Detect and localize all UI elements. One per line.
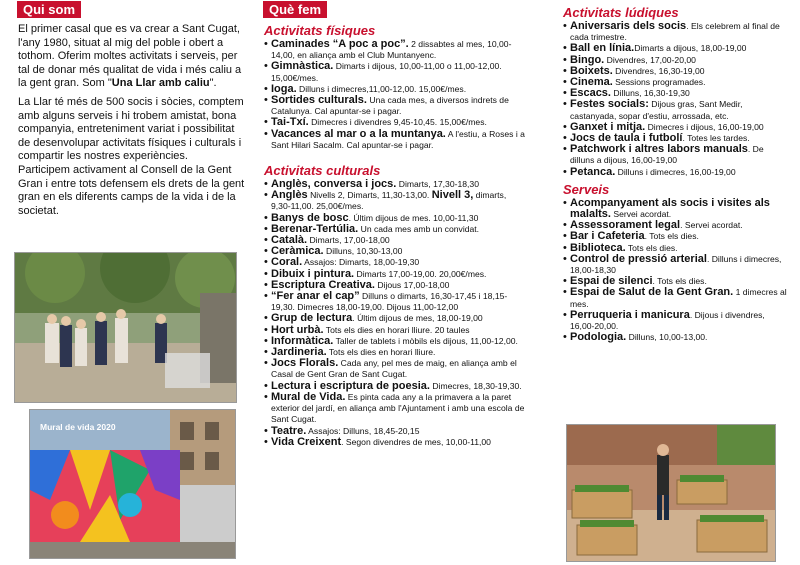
item-name: Ganxet i mitja. <box>570 120 646 133</box>
item-name: Aniversaris dels socis <box>570 20 687 32</box>
item-detail: Servei acordat. <box>610 209 672 220</box>
item-detail: Dimarts 17,00-19,00. 20,00€/mes. <box>354 268 487 279</box>
item-name: Ceràmica. <box>271 245 324 258</box>
item-detail: Dijous gras, Sant Medir, castanyada, sopar d'estiu, arrossada, etc. <box>570 99 743 121</box>
item-name: Cinema. <box>570 76 613 89</box>
item-name: Escacs. <box>570 87 611 100</box>
list-item <box>264 437 526 448</box>
item-name: Ioga. <box>271 82 297 95</box>
dancing-photo-image <box>15 253 236 402</box>
item-name: Sortides culturals. <box>271 94 367 107</box>
qui-som-column <box>18 0 246 218</box>
item-name: Vacances al mar o a la muntanya. <box>271 127 446 140</box>
list-item <box>563 167 788 178</box>
item-detail: Divendres, 17,00-20,00 <box>604 54 696 65</box>
item-name: Jardineria. <box>271 346 327 359</box>
members-paragraph: La Llar té més de 500 socis i sòcies, comptem amb alguns serveis i hi trobem amistat, bona companyia, entreteniment variat i possibilitat de desenvolupar activitats físiques i culturals i compartir les nostres experiències. <box>18 95 244 163</box>
item-name: Dibuix i pintura. <box>271 267 355 280</box>
item-detail: dimarts, 9,30-11,00. 25,00€/mes. <box>271 190 507 212</box>
item-detail: . Els celebrem al final de cada trimestre. <box>570 21 780 43</box>
item-detail: Dilluns i dimecres, 16,00-19,00 <box>615 166 736 177</box>
ludiques-list <box>563 21 788 178</box>
item-detail: 1 dimecres al mes. <box>570 287 787 309</box>
item-detail: . Últim dijous de mes, 18,00-19,00 <box>352 313 483 324</box>
item-name: Assessorament legal <box>570 219 681 232</box>
item-detail: . Servei acordat. <box>680 220 743 231</box>
item-name: Acompanyament als socis i visites als malalts. <box>570 196 770 221</box>
item-detail: Divendres, 16,30-19,00 <box>612 65 705 76</box>
council-paragraph: Participem activament al Consell de la Gent Gran i entre tots defensem els drets de la gent gran en els diferents camps de la vida i de la societat. <box>18 163 245 217</box>
list-item <box>264 246 526 257</box>
item-detail: Una cada mes, a diversos indrets de Catalunya. Cal apuntar-se i pagar. <box>271 95 509 117</box>
item-name: Ball en línia. <box>570 42 635 55</box>
item-detail: Dimarts, 17,00-18,00 <box>307 235 390 246</box>
item-name: Caminades “A poc a poc”. <box>271 38 409 50</box>
serveis-list <box>563 198 788 344</box>
item-name: Nivell 3, <box>431 189 474 202</box>
item-detail: Cada any, pel mes de maig, en aliança amb el Casal de Gent Gran de Sant Cugat. <box>271 358 517 380</box>
list-item <box>563 99 788 121</box>
item-name: Jocs Florals. <box>271 357 339 370</box>
item-detail: . De dilluns a dijous, 16,00-19,00 <box>570 144 764 166</box>
item-name: Grup de lectura <box>271 312 353 325</box>
item-name: Jocs de taula i futbolí <box>570 132 683 145</box>
item-name: Festes socials: <box>570 98 649 111</box>
list-item <box>264 392 526 426</box>
item-name: Control de pressió arterial <box>570 252 707 265</box>
item-name: Podologia. <box>570 331 627 344</box>
item-detail: Tots els dies. <box>625 242 678 253</box>
item-detail: Dimarts, 17,30-18,30 <box>396 179 479 190</box>
dancing-photo <box>14 252 237 403</box>
item-name: Patchwork i altres labors manuals <box>570 143 748 156</box>
item-detail: Nivells 2, Dimarts, 11,30-13,00. <box>307 190 432 201</box>
item-name: Boixets. <box>570 64 613 77</box>
item-name: Espai de silenci <box>570 275 653 288</box>
culturals-title: Activitats culturals <box>264 163 381 179</box>
item-name: Espai de Salut de la Gent Gran. <box>570 286 734 299</box>
item-name: Berenar-Tertúlia. <box>271 222 359 235</box>
item-name: Lectura i escriptura de poesia. <box>271 379 430 392</box>
item-name: Gimnàstica. <box>271 60 334 73</box>
intro-paragraph: El primer casal que es va crear a Sant Cugat, l'any 1980, situat al mig del poble i obert a tothom. Oferim moltes activitats i serveis, per tal de donar més qualitat de vida i més caliu a la gent gran. Som "Una Llar amb caliu". <box>18 23 242 90</box>
item-detail: A l'estiu, a Roses i a Sant Hilari Sacalm. Cal apuntar-se i pagar. <box>271 128 525 150</box>
item-detail: Un cada mes amb un convidat. <box>358 223 480 234</box>
item-detail: Dijous 17,00-18,00 <box>374 279 450 290</box>
item-detail: . Dijous i divendres, 16,00-20,00. <box>570 309 765 332</box>
list-item <box>563 198 788 220</box>
item-detail: Dilluns i dimecres,11,00-12,00. 15,00€/mes. <box>296 83 467 94</box>
item-name: Anglès <box>271 189 308 202</box>
item-detail: Dilluns, 10,30-13,00 <box>323 246 403 257</box>
item-name: Bingo. <box>570 53 605 66</box>
fisiques-list <box>264 39 526 151</box>
item-name: conversa i jocs. <box>310 178 397 191</box>
item-name: Teatre. <box>271 424 307 437</box>
mural-photo-image <box>30 410 235 558</box>
list-item <box>264 61 526 83</box>
list-item <box>264 358 526 380</box>
item-detail: Tots els dies en horari lliure. 20 taules <box>323 324 470 335</box>
garden-photo <box>566 424 776 562</box>
item-name: Bar i Cafeteria <box>570 230 645 243</box>
item-name: Hort urbà. <box>271 323 324 336</box>
mural-photo <box>29 409 236 559</box>
item-detail: Sessions programades. <box>612 77 706 88</box>
item-detail: Dimecres, 18,30-19,30. <box>429 380 522 391</box>
item-name: Vida Creixent <box>271 435 342 448</box>
item-detail: . Tots els dies. <box>652 276 707 287</box>
serveis-title: Serveis <box>563 181 610 197</box>
item-detail: Dimarts i dijous, 10,00-11,00 o 11,00-12,00. 15,00€/mes. <box>271 61 502 83</box>
item-detail: . Tots els dies. <box>644 231 699 242</box>
item-detail: . Dilluns i dimecres, 18,00-18,30 <box>570 253 782 276</box>
item-name: Tai-Txí. <box>271 116 309 129</box>
item-name: Informàtica. <box>271 334 334 347</box>
item-name: Perruqueria i manicura <box>570 308 690 321</box>
item-detail: . Segon divendres de mes, 10,00-11,00 <box>341 436 491 447</box>
list-item <box>264 95 526 117</box>
item-detail: Assajos: Dimarts, 18,00-19,30 <box>302 257 420 268</box>
que-fem-column <box>264 0 526 448</box>
item-name: Petanca. <box>570 165 616 178</box>
item-name: Mural de Vida. <box>271 390 346 403</box>
item-name: Català. <box>271 234 308 247</box>
item-detail: Dimecres i dijous, 16,00-19,00 <box>645 121 764 132</box>
fisiques-title: Activitats físiques <box>264 23 376 38</box>
list-item <box>563 332 788 343</box>
item-detail: Dimecres i divendres 9,45-10,45. 15,00€/mes. <box>308 117 487 128</box>
item-detail: Dilluns, 16,30-19,30 <box>610 88 690 99</box>
qui-som-heading: Qui som <box>17 1 81 18</box>
item-detail: Tots els dies en horari lliure. <box>326 347 436 358</box>
list-item <box>563 287 788 309</box>
item-name: Anglès, <box>271 178 311 191</box>
item-name: Escriptura Creativa. <box>271 278 375 291</box>
item-name: Banys de bosc <box>271 211 349 224</box>
garden-photo-image <box>567 425 775 561</box>
ludiques-title: Activitats lúdiques <box>563 5 679 20</box>
item-detail: . Totes les tardes. <box>682 133 750 144</box>
item-detail: Dilluns o dimarts, 16,30-17,45 i 18,15-19,30. Dimecres 18,00-19,00. Dijous 11,00-12,00 <box>271 291 508 313</box>
list-item <box>264 129 526 151</box>
ludiques-serveis-column <box>563 0 788 343</box>
item-name: Coral. <box>271 256 303 269</box>
list-item <box>563 21 788 43</box>
item-name: “Fer anar el cap” <box>271 290 360 303</box>
culturals-list <box>264 179 526 448</box>
item-name: Biblioteca. <box>570 241 626 254</box>
item-detail: Assajos: Dilluns, 18,45-20,15 <box>306 425 420 436</box>
list-item <box>264 291 526 313</box>
item-detail: Taller de tablets i mòbils els dijous, 11,00-12,00. <box>333 335 518 346</box>
list-item <box>264 39 526 61</box>
list-item <box>563 144 788 166</box>
que-fem-heading: Què fem <box>263 1 327 18</box>
item-detail: Dilluns, 10,00-13,00. <box>626 332 708 343</box>
mural-caption: Mural de vida 2020 <box>40 422 116 432</box>
item-detail: Dimarts a dijous, 18,00-19,00 <box>634 43 747 54</box>
list-item <box>264 190 526 212</box>
item-detail: Es pinta cada any a la primavera a la paret exterior del jardí, en aliança amb l'Ajuntament i amb una escola de Sant Cugat. <box>271 391 525 425</box>
item-detail: 2 dissabtes al mes, 10,00-14,00, en aliança amb el Club Muntanyenc. <box>271 39 512 61</box>
list-item <box>563 254 788 276</box>
item-detail: . Últim dijous de mes. 10,00-11,30 <box>348 212 479 223</box>
list-item <box>563 310 788 332</box>
